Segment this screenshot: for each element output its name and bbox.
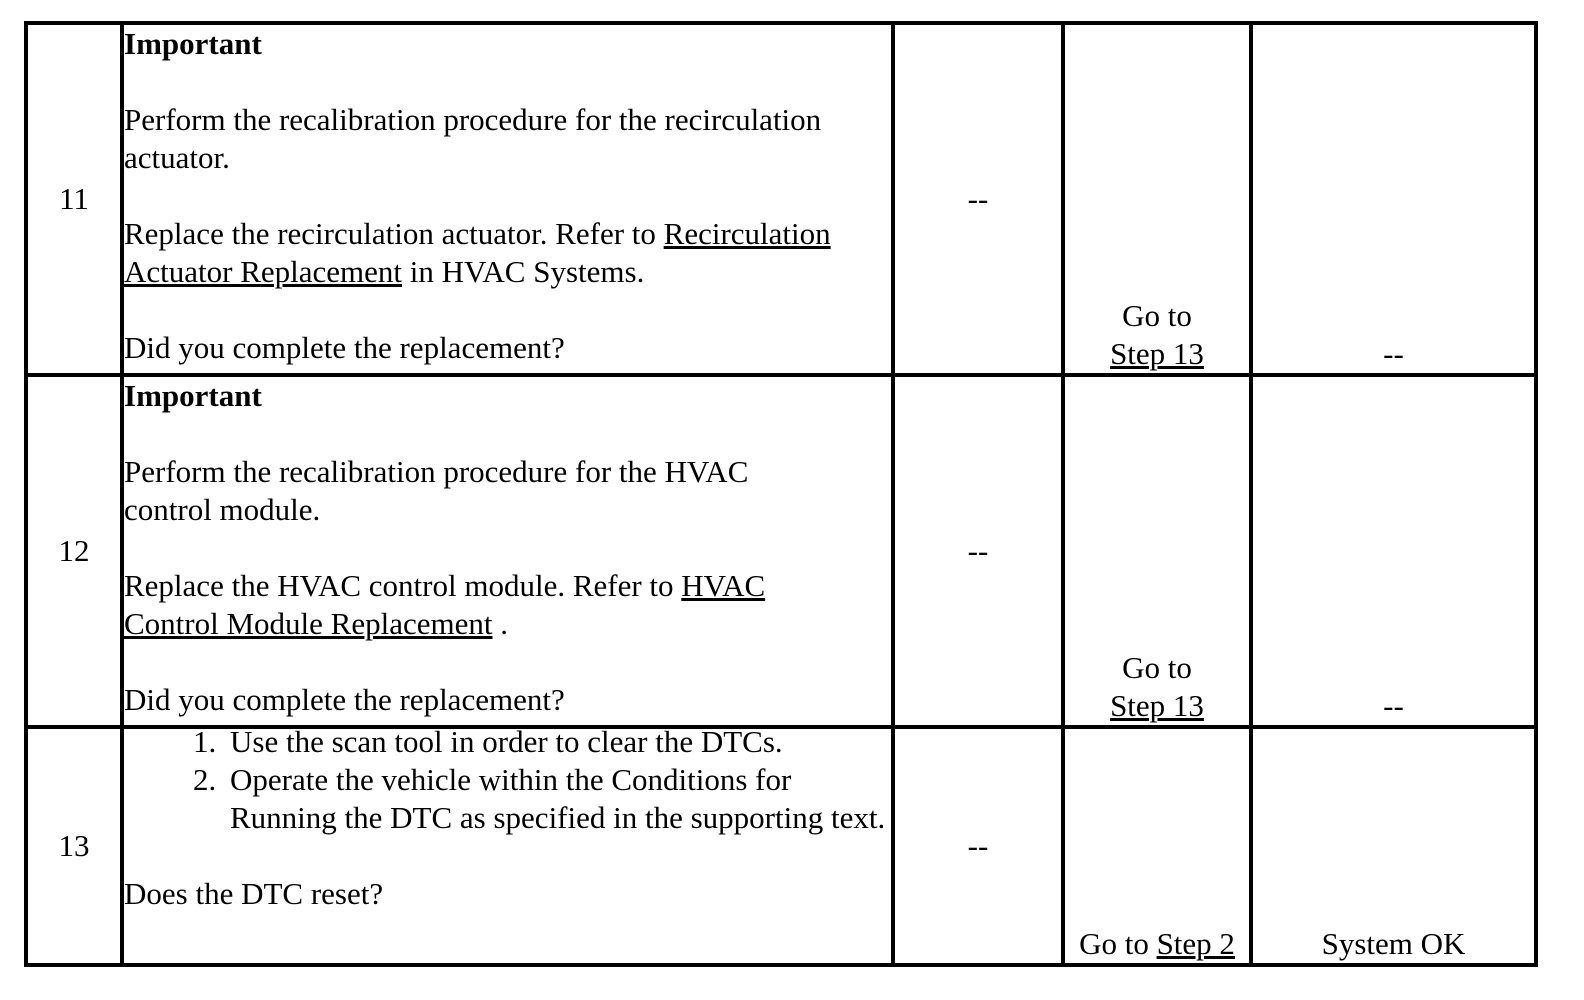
action-cell [122, 375, 893, 727]
action-text: Perform the recalibration procedure for the HVAC control module. [124, 454, 749, 527]
action-cell [122, 724, 893, 965]
no-cell: System OK [1251, 727, 1536, 965]
recirculation-actuator-replacement-link[interactable]: Recirculation Actuator Replacement [124, 216, 831, 289]
question-text: Did you complete the replacement? [124, 330, 565, 365]
step-13-link[interactable]: Step 13 [1110, 688, 1204, 723]
list-item: 2. Operate the vehicle within the Conditions for Running the DTC as specified in the supporting text. [224, 761, 891, 837]
action-cell [122, 23, 893, 375]
hvac-control-module-replacement-link[interactable]: HVAC Control Module Replacement [124, 568, 766, 641]
yes-cell: Go to Step 13 [1063, 23, 1251, 375]
refer-text: Replace the recirculation actuator. Refer to Recirculation Actuator Replacement in HVAC Systems. [124, 216, 831, 289]
table-row [26, 727, 1536, 965]
action-text: Perform the recalibration procedure for the recirculation actuator. [124, 102, 822, 175]
no-cell: -- [1251, 23, 1536, 375]
refer-text: Replace the HVAC control module. Refer to HVAC Control Module Replacement . [124, 568, 766, 641]
step-number: 11 [26, 23, 122, 375]
value-cell: -- [893, 375, 1063, 727]
question-text: Does the DTC reset? [124, 876, 384, 911]
no-cell: -- [1251, 375, 1536, 727]
question-text: Did you complete the replacement? [124, 682, 565, 717]
diagnostic-table [24, 21, 1538, 967]
important-label: Important [124, 26, 262, 61]
procedure-list [124, 723, 891, 837]
value-cell: -- [893, 23, 1063, 375]
value-cell: -- [893, 727, 1063, 965]
important-label: Important [124, 378, 262, 413]
step-13-link[interactable]: Step 13 [1110, 336, 1204, 371]
list-item: 1. Use the scan tool in order to clear the DTCs. [224, 723, 891, 761]
step-number: 13 [26, 727, 122, 965]
step-number: 12 [26, 375, 122, 727]
table-row [26, 23, 1536, 375]
yes-cell: Go to Step 2 [1063, 727, 1251, 965]
yes-cell: Go to Step 13 [1063, 375, 1251, 727]
table-row [26, 375, 1536, 727]
step-2-link[interactable]: Step 2 [1156, 926, 1235, 961]
